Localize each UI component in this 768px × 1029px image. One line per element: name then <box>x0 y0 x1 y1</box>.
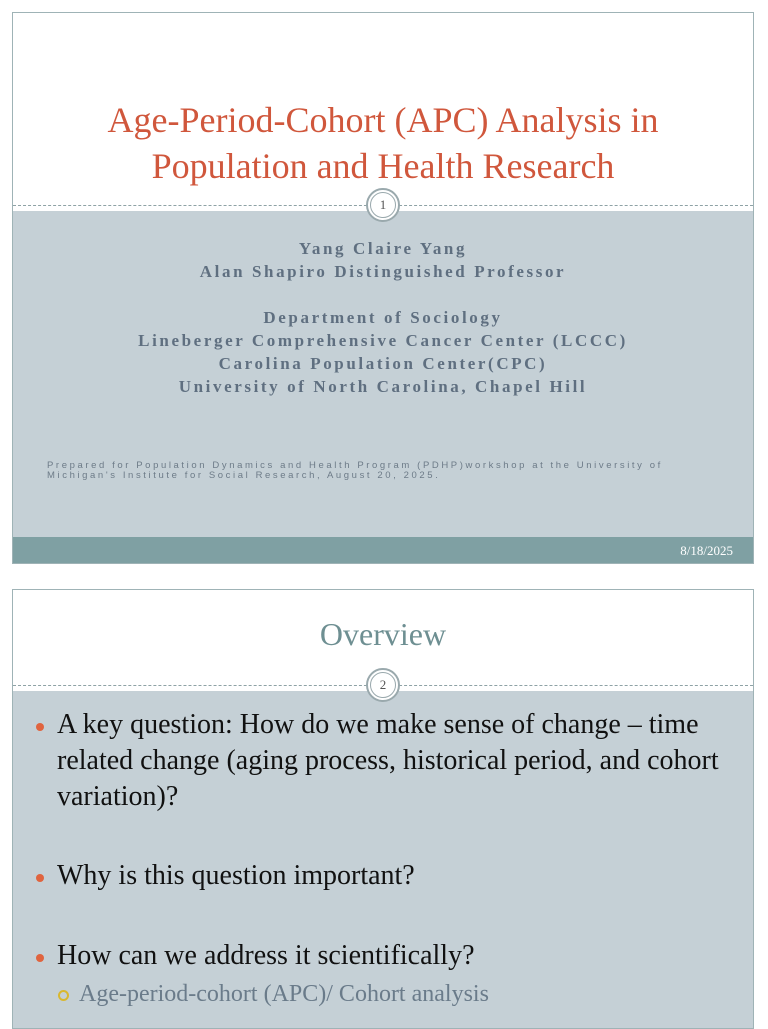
bullet-text: Why is this question important? <box>57 860 415 891</box>
bullet-item <box>13 858 753 894</box>
bullet-item <box>13 707 753 815</box>
bullet-text: How can we address it scientifically? <box>57 940 475 971</box>
slide-title-area <box>13 13 753 206</box>
prepared-line-2: Michigan's Institute for Social Research, August 20, 2025. <box>47 470 441 481</box>
author-center-lccc: Lineberger Comprehensive Cancer Center (LCCC) <box>138 331 628 350</box>
slide-number-badge <box>366 188 400 222</box>
sub-bullet-text: Age-period-cohort (APC)/ Cohort analysis <box>79 981 489 1007</box>
bullet-list <box>13 707 753 1009</box>
bullet-dot-icon <box>36 954 44 962</box>
footer-bar <box>13 537 753 564</box>
author-position: Alan Shapiro Distinguished Professor <box>199 262 567 281</box>
title-line-2: Population and Health Research <box>151 146 615 186</box>
author-center-cpc: Carolina Population Center(CPC) <box>218 354 548 373</box>
slide-number: 2 <box>379 677 387 692</box>
bullet-item <box>13 938 753 974</box>
bullet-dot-icon <box>36 723 44 731</box>
sub-bullet-item <box>13 979 753 1009</box>
slide-number: 1 <box>379 197 387 212</box>
slide-title <box>13 97 753 189</box>
title-slide <box>12 12 754 564</box>
author-name: Yang Claire Yang <box>298 239 468 258</box>
bullet-text: A key question: How do we make sense of change – time related change (aging process, historical period, and cohort variation)? <box>57 709 719 812</box>
author-block <box>13 237 753 398</box>
prepared-line-1: Prepared for Population Dynamics and Health Program (PDHP)workshop at the University of <box>47 460 663 471</box>
bullet-dot-icon <box>36 874 44 882</box>
author-university: University of North Carolina, Chapel Hill <box>178 377 588 396</box>
ring-bullet-icon <box>58 990 69 1001</box>
footer-date: 8/18/2025 <box>680 543 733 558</box>
slide-title: Overview <box>319 616 447 652</box>
overview-slide <box>12 589 754 1029</box>
prepared-note <box>47 461 723 481</box>
slide-number-badge <box>366 668 400 702</box>
author-department: Department of Sociology <box>263 308 503 327</box>
title-line-1: Age-Period-Cohort (APC) Analysis in <box>107 100 659 140</box>
